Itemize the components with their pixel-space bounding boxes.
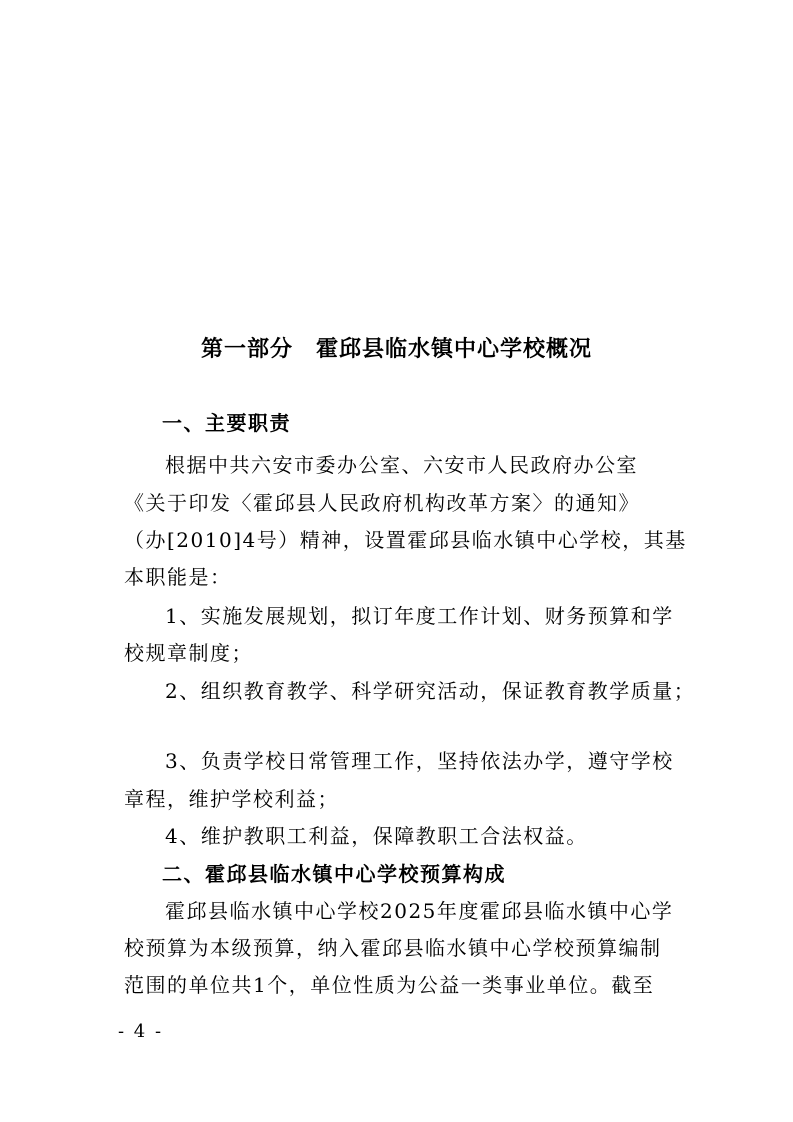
page-title: 第一部分 霍邱县临水镇中心学校概况 [200, 337, 592, 362]
page-number: - 4 - [118, 1021, 164, 1042]
section-heading-duties: 一、主要职责 [162, 411, 291, 435]
paragraph-line: 《关于印发〈霍邱县人民政府机构改革方案〉的通知》 [124, 491, 640, 515]
duty-item-3-line: 章程，维护学校利益； [124, 787, 339, 811]
budget-paragraph-line: 霍邱县临水镇中心学校2025年度霍邱县临水镇中心学 [165, 899, 674, 923]
duty-item-4-line: 4、维护教职工利益，保障教职工合法权益。 [165, 824, 588, 848]
paragraph-line: 根据中共六安市委办公室、六安市人民政府办公室 [165, 453, 638, 477]
duty-item-3-line: 3、负责学校日常管理工作，坚持依法办学，遵守学校 [165, 749, 674, 773]
paragraph-line: （办[2010]4号）精神，设置霍邱县临水镇中心学校，其基 [124, 528, 687, 552]
duty-item-1-line: 校规章制度； [124, 641, 253, 665]
duty-item-2-line: 2、组织教育教学、科学研究活动，保证教育教学质量； [165, 679, 696, 703]
section-heading-budget: 二、霍邱县临水镇中心学校预算构成 [162, 862, 506, 886]
budget-paragraph-line: 校预算为本级预算，纳入霍邱县临水镇中心学校预算编制 [124, 936, 662, 960]
paragraph-line: 本职能是： [124, 565, 232, 589]
budget-paragraph-line: 范围的单位共1个，单位性质为公益一类事业单位。截至 [124, 973, 655, 997]
duty-item-1-line: 1、实施发展规划，拟订年度工作计划、财务预算和学 [165, 604, 674, 628]
